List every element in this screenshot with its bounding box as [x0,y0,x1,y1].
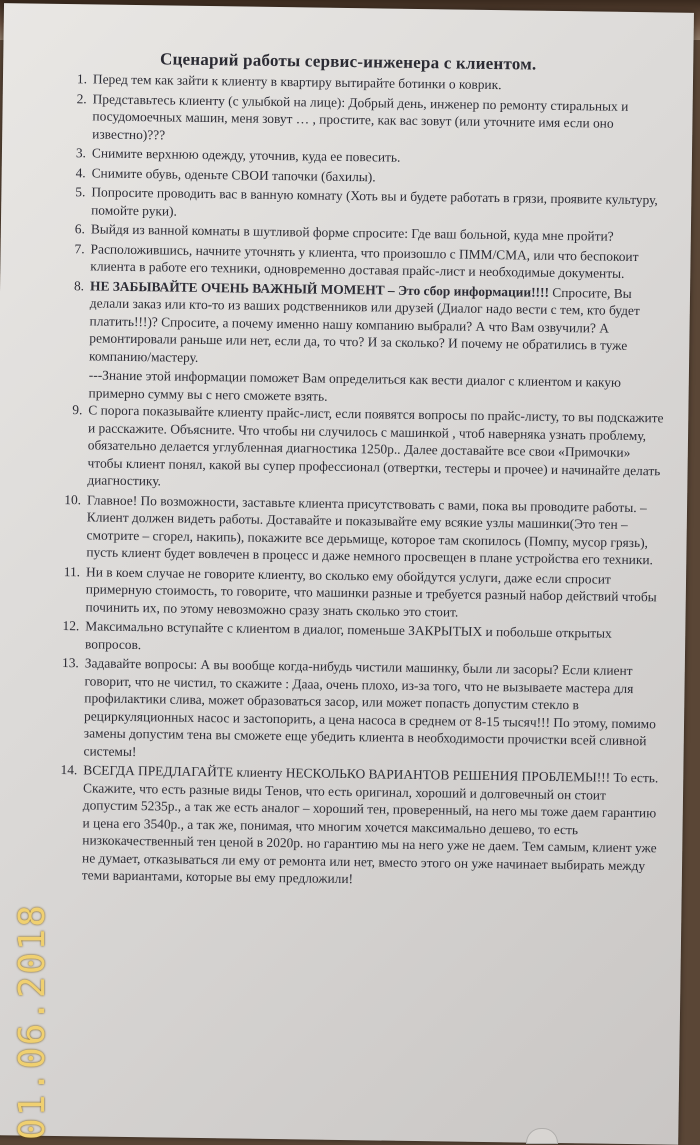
list-item-14: 14. ВСЕГДА ПРЕДЛАГАЙТЕ клиенту НЕСКОЛЬКО ВАРИАНТОВ РЕШЕНИЯ ПРОБЛЕМЫ!!! То есть. Скажите, что есть разные виды Тенов, что есть оригинал, хороший и долговечный он стоит допустим 5235р., а так же есть аналог – хороший тен, проверенный, на него мы тоже даем гарантию и цена его 3540р., а так же, понимая, что многим хочется максимально дешево, то есть низкокачественный тен ценой в 2020р. но гарантию мы на него уже не даем. Тем самым, клиент уже не думает, отказываться ли ему от ремонта или нет, вместо этого он уже начинает выбирать между теми вариантами, которые вы ему предложили! [60,762,659,887]
list-item-10: 10. Главное! По возможности, заставьте клиента присутствовать с вами, пока вы проводите работы. – Клиент должен видеть работы. Доставайте и показывайте ему всякие узлы машинки(Это тен – смотрите – сгорел, накипь), покажите все дерьмище, которое там скопилось (Помпу, мусор грязь), пусть клиент будет вовлечен в процесс и даже немного просвещен в плане устройства его техники. [64,491,654,568]
note-after-8: ---Знание этой информации поможет Вам определиться как вести диалог с клиентом и какую примерно сумму вы с него сможете взять. [88,367,622,404]
list-item-6: 6. Выйдя из ванной комнаты в шутливой форме спросите: Где ваш больной, куда мне пройти? [74,221,614,244]
list-item-13: 13. Задавайте вопросы: А вы вообще когда-нибудь чистили машинку, были ли засоры? Если клиент говорит, что не чистил, то скажите : Дааа, очень плохо, из-за того, что не вызываете мастера для профилактики слива, может образоваться засор, или может попасть допустим стекло в рециркуляционных насос и застопорить, а цена насоса в среднем от 8-15 тысяч!!! По этому, помимо замены допустим тена вы сможете еще убедить клиента в необходимости прочистки всей сливной системы! [61,655,656,759]
list-item-9: 9. С порога показывайте клиенту прайс-лист, если появятся вопросы по прайс-листу, то вы подскажите и расскажите. Объясните. Что чтобы ни случилось с машинкой , чтоб наверняка узнать проблему, обязательно делается углубленная диагностика 1250р.. Далее доставайте все свои «Примочки» чтобы клиент понял, какой вы супер профессионал (отвертки, тестеры и прочее) и начинайте делать диагностику. [72,402,664,489]
list-item-3: 3. Снимите верхнюю одежду, уточнив, куда ее повесить. [75,145,401,165]
important-heading: НЕ ЗАБЫВАЙТЕ ОЧЕНЬ ВАЖНЫЙ МОМЕНТ – Это сбор информации!!!! [89,277,550,300]
document-sheet [0,3,694,1145]
list-item-4: 4. Снимите обувь, оденьте СВОИ тапочки (бахилы). [75,164,376,184]
list-item-11: 11. Ни в коем случае не говорите клиенту, во сколько ему обойдутся услуги, даже если спросит примерную стоимость, то говорите, что машинки разные и требуется разный набор действий чтобы починить их, по этому невозможно сразу знать сколько это стоит. [63,563,657,620]
list-item-1: 1. Перед тем как зайти к клиенту в квартиру вытирайте ботинки о коврик. [76,71,502,93]
list-item-12: 12. Максимально вступайте с клиентом в диалог, поменьше ЗАКРЫТЫХ и побольше открытых вопросов. [62,618,612,652]
instruction-list [50,70,673,894]
list-item-8: 8. НЕ ЗАБЫВАЙТЕ ОЧЕНЬ ВАЖНЫЙ МОМЕНТ – Это сбор информации!!!! Спросите, Вы делали заказ или кто-то из ваших родственников или друзей (Диалог надо вести с тем, кто будет платить!!!)? Спросите, а почему именно нашу компанию выбрали? А что Вам озвучили? А ремонтировали раньше или нет, если да, то что? И за сколько? И почему не обратились в туже компанию/мастеру. [73,277,640,365]
list-item-5: 5. Попросите проводить вас в ванную комнату (Хоть вы и будете работать в грязи, проявите культуру, помойте руки). [75,184,658,219]
document-title: Сценарий работы сервис-инженера с клиентом. [159,49,537,74]
photo-date-stamp: 01.06.2018 [12,903,53,1140]
list-item-2: 2. Представьтесь клиенту (с улыбкой на лице): Добрый день, инженер по ремонту стиральных и посудомоечных машин, меня зовут … , простите, как вас зовут (или уточните имя если оно известно)??? [76,90,629,142]
list-item-7: 7. Расположившись, начните уточнять у клиента, что произошло с ПММ/СМА, или что беспокоит клиента в работе его техники, одновременно доставая прайс-лист и необходимые документы. [74,240,639,281]
